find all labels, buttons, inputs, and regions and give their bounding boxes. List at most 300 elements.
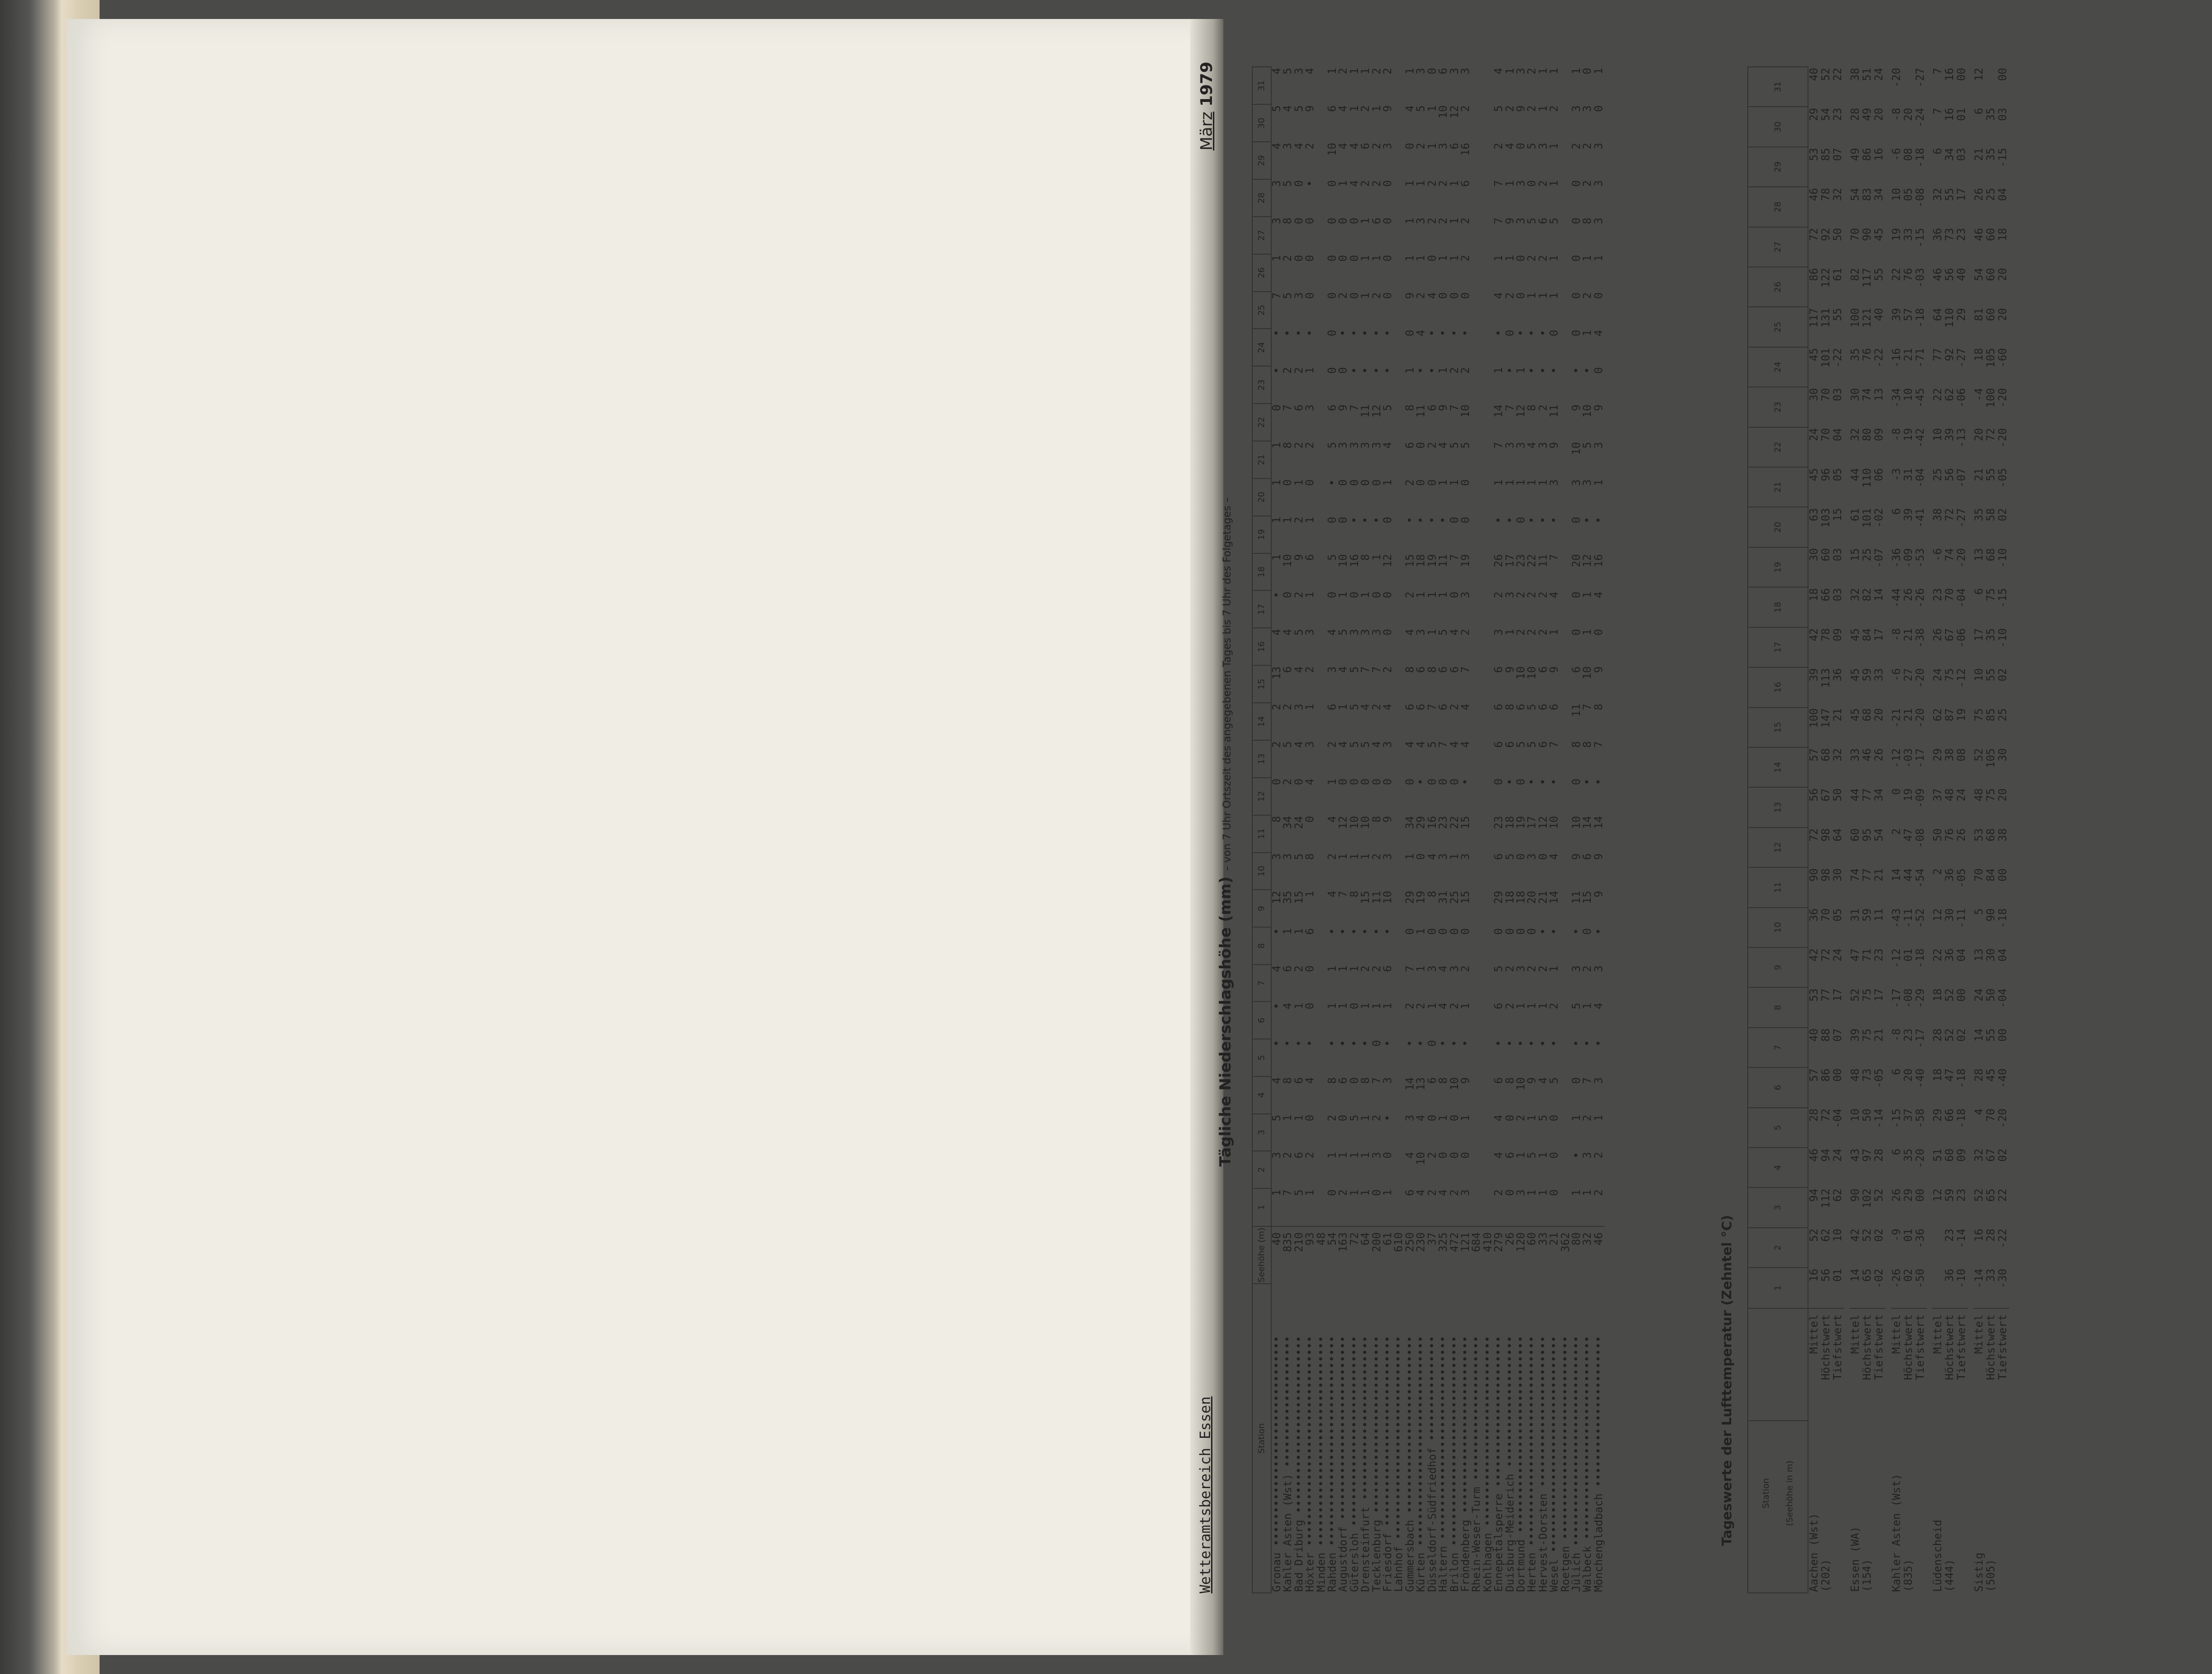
precip-value: 1 (1437, 367, 1450, 374)
temp-value: -71 (1914, 348, 1927, 368)
precip-value: 7 (1592, 741, 1605, 748)
precip-value: 0 (1537, 853, 1550, 860)
precip-value: 0 (1348, 591, 1361, 598)
precip-value: 1 (1548, 180, 1561, 187)
temp-value: 29 (1808, 108, 1820, 121)
precip-value: 1 (1592, 68, 1605, 74)
precip-value: 0 (1293, 778, 1305, 785)
precip-value: 10 (1437, 105, 1450, 119)
temp-value: 43 (1849, 1149, 1862, 1162)
precip-value: 2 (1504, 1003, 1516, 1010)
temp-value: 20 (1902, 1068, 1915, 1082)
precip-value: 2 (1459, 105, 1472, 112)
temp-value: -20 (1997, 388, 2009, 408)
temp-value: 85 (1985, 708, 1997, 722)
precip-value: 2 (1337, 292, 1350, 299)
precip-elevation: 61 (1383, 1226, 1394, 1284)
temp-value: -22 (1997, 1228, 2009, 1249)
temp-value: 36 (1808, 908, 1820, 922)
precip-value: 16 (1348, 554, 1361, 568)
precip-value: 9 (1459, 1077, 1472, 1084)
precip-value: 0 (1514, 853, 1527, 860)
precip-value: 5 (1282, 741, 1294, 748)
precip-value: 4 (1359, 704, 1372, 710)
precip-value (1394, 142, 1404, 179)
temp-value: 100 (1849, 308, 1862, 328)
precip-value: 1 (1304, 704, 1317, 710)
precip-value: 4 (1415, 1189, 1428, 1196)
temp-value: 70 (1820, 388, 1832, 401)
precip-value: 2 (1271, 741, 1283, 748)
temp-station-name: Essen (WA) (1849, 1526, 1862, 1592)
precip-value: 31 (1437, 891, 1450, 904)
precip-value: 2 (1404, 591, 1416, 598)
precip-elevation: 325 (1438, 1226, 1449, 1284)
precip-value: 2 (1459, 367, 1472, 374)
precip-value: • (1426, 516, 1439, 524)
precip-value: 1 (1504, 255, 1516, 262)
precip-value: 5 (1348, 1114, 1361, 1122)
temp-value: 101 (1820, 348, 1832, 368)
precip-row (1527, 67, 1538, 1593)
temp-day-header: 8 (1748, 987, 1808, 1027)
precip-value: 5 (1526, 217, 1539, 224)
temp-value: 24 (1973, 988, 1985, 1002)
precip-value: 2 (1370, 180, 1383, 187)
precip-value: 2 (1293, 591, 1305, 598)
temp-value: 38 (1932, 508, 1944, 522)
precip-value: 6 (1326, 704, 1339, 710)
precip-row (1582, 67, 1593, 1593)
precip-value: 3 (1592, 965, 1605, 972)
temp-value: 6 (1973, 108, 1985, 115)
temp-value: 45 (1985, 1068, 1997, 1082)
precip-value: 3 (1293, 292, 1305, 299)
precip-day-header: 19 (1252, 516, 1271, 553)
precip-value: 6 (1570, 666, 1583, 673)
precip-value: 1 (1404, 180, 1416, 187)
temp-value: 12 (1932, 1188, 1944, 1202)
precip-value: 1 (1271, 1189, 1283, 1196)
precip-value: 2 (1537, 255, 1550, 262)
precip-value (1316, 441, 1327, 478)
precip-value: • (1548, 367, 1561, 374)
precip-value: 9 (1382, 816, 1395, 823)
precip-value (1483, 441, 1494, 478)
precip-value: 0 (1415, 441, 1428, 449)
precip-value: 8 (1282, 1077, 1294, 1084)
precip-value: 0 (1459, 292, 1472, 299)
precip-value: 0 (1504, 928, 1516, 935)
temp-value: 72 (1820, 1108, 1832, 1122)
precip-value: 5 (1282, 68, 1294, 74)
precip-value: 1 (1404, 367, 1416, 374)
precip-value: 0 (1592, 105, 1605, 112)
temp-value: -05 (1955, 868, 1968, 888)
precip-value: • (1537, 516, 1550, 524)
temp-value: 20 (1973, 428, 1985, 441)
precip-value: 2 (1581, 292, 1594, 299)
precip-value: 1 (1437, 255, 1450, 262)
temp-value: 30 (1997, 748, 2009, 762)
precip-value: 1 (1359, 853, 1372, 860)
precip-value (1560, 665, 1571, 703)
temp-value: 10 (1849, 1108, 1862, 1122)
temp-value: 14 (1849, 1269, 1862, 1282)
temp-value: -27 (1914, 68, 1927, 88)
precip-value: 1 (1448, 853, 1461, 860)
precip-row (1271, 67, 1283, 1593)
temp-value: 16 (1808, 1269, 1820, 1282)
precip-value: 1 (1304, 891, 1317, 898)
precip-value: 3 (1437, 143, 1450, 149)
precip-station-name: Bad Driburg ••••••••••••••••••••••••••• (1293, 1335, 1305, 1592)
temp-value: -07 (1955, 468, 1968, 488)
temp-value: 49 (1849, 147, 1862, 161)
temp-day-header: 28 (1748, 187, 1808, 227)
temp-value: 03 (1997, 108, 2009, 121)
temp-value: 2 (1932, 868, 1944, 875)
precip-value (1394, 1076, 1404, 1114)
precip-row (1594, 67, 1605, 1593)
precip-value: • (1415, 1040, 1428, 1047)
precip-value (1560, 740, 1571, 778)
precip-value: 2 (1304, 666, 1317, 673)
precip-value: 3 (1592, 1077, 1605, 1084)
precip-value: 10 (1548, 816, 1561, 829)
precip-value: 4 (1370, 741, 1383, 748)
temp-value: 10 (1973, 668, 1985, 681)
precip-value: 2 (1370, 143, 1383, 149)
temp-value: 60 (1985, 228, 1997, 241)
precip-value: 14 (1404, 1077, 1416, 1091)
precip-value: 0 (1359, 479, 1372, 486)
temp-value: 36 (1944, 868, 1956, 882)
temp-value: 56 (1944, 468, 1956, 481)
precip-value: 1 (1537, 1189, 1550, 1196)
precip-day-header: 5 (1252, 1039, 1271, 1076)
precip-value: 1 (1271, 554, 1283, 561)
temp-value: 70 (1849, 228, 1862, 241)
precip-value: 2 (1493, 591, 1505, 598)
precip-value: 0 (1437, 1152, 1450, 1159)
precip-value: 8 (1359, 1077, 1372, 1084)
temp-value: 88 (1820, 1028, 1832, 1042)
precip-value: 6 (1537, 666, 1550, 673)
precip-value: 3 (1592, 441, 1605, 449)
temp-value: 22 (1997, 1188, 2009, 1202)
precip-value: 0 (1448, 1114, 1461, 1122)
temp-value: -22 (1873, 348, 1885, 368)
temp-value: 56 (1944, 268, 1956, 281)
temp-value: 26 (1873, 748, 1885, 762)
precip-value: 0 (1348, 479, 1361, 486)
temp-value: 6 (1891, 1068, 1903, 1076)
temp-value: 19 (1902, 788, 1915, 802)
precip-value: 7 (1282, 1189, 1294, 1196)
precip-value: 1 (1404, 853, 1416, 860)
precip-value: 2 (1426, 217, 1439, 224)
temp-value: 57 (1808, 748, 1820, 762)
precip-value: 0 (1592, 292, 1605, 299)
temp-value: 24 (1808, 428, 1820, 441)
precip-value: 1 (1504, 180, 1516, 187)
temp-value: -34 (1891, 388, 1903, 408)
temp-station-name (1832, 1421, 1844, 1593)
temp-value: 78 (1820, 188, 1832, 201)
precip-day-header: 3 (1252, 1114, 1271, 1151)
temp-value: 98 (1820, 868, 1832, 882)
precip-value (1483, 740, 1494, 778)
temp-value: 59 (1944, 1188, 1956, 1202)
precip-value (1394, 1151, 1404, 1188)
precip-value: 13 (1415, 1077, 1428, 1091)
precip-value (1316, 179, 1327, 217)
temp-value: 30 (1808, 388, 1820, 401)
precip-value: 1 (1537, 292, 1550, 299)
precip-value: 15 (1359, 891, 1372, 904)
precip-value (1483, 366, 1494, 404)
temp-value: 55 (1873, 268, 1885, 281)
temp-row (1808, 67, 1820, 1593)
temp-value: 37 (1932, 788, 1944, 802)
temp-value: 29 (1932, 748, 1944, 762)
precip-value: 2 (1537, 591, 1550, 598)
temp-value: 73 (1861, 1068, 1873, 1082)
precip-value: 2 (1370, 704, 1383, 710)
precip-value: 1 (1337, 853, 1350, 860)
temp-value: 52 (1849, 988, 1862, 1002)
precip-station-name: Rahden •••••••••••••••••••••••••••••••• (1326, 1335, 1339, 1592)
temp-value: 16 (1973, 1228, 1985, 1242)
temp-value: 28 (1873, 1149, 1885, 1162)
precip-value: • (1271, 928, 1283, 935)
precip-value (1316, 1039, 1327, 1076)
precip-elevation: 684 (1471, 1226, 1482, 1284)
precip-value: 0 (1337, 367, 1350, 374)
temp-value: -8 (1891, 1028, 1903, 1042)
precip-value: 3 (1459, 853, 1472, 860)
precip-value: 3 (1459, 1189, 1472, 1196)
precip-value: 1 (1326, 1152, 1339, 1159)
precip-value: 11 (1537, 554, 1550, 568)
precip-value: 0 (1304, 1114, 1317, 1122)
temp-value: -12 (1891, 948, 1903, 968)
precip-value (1483, 1114, 1494, 1151)
temp-value: 03 (1832, 548, 1844, 561)
precip-value: 0 (1570, 778, 1583, 785)
temp-value: 10 (1891, 188, 1903, 201)
temp-value: 63 (1808, 508, 1820, 522)
precip-value: 0 (1382, 778, 1395, 785)
precip-day-header: 18 (1252, 553, 1271, 591)
precip-value: 1 (1526, 1003, 1539, 1010)
precip-value: • (1592, 516, 1605, 524)
precip-elevation: 210 (1294, 1226, 1305, 1284)
precip-row (1438, 67, 1449, 1593)
temp-value: 6 (1973, 588, 1985, 595)
temp-value: 0 (1891, 788, 1903, 795)
temp-value: 66 (1944, 1108, 1956, 1122)
temp-value: 18 (1808, 588, 1820, 602)
precip-value (1471, 890, 1482, 927)
precip-value: 2 (1337, 1189, 1350, 1196)
temp-value: 04 (1955, 948, 1968, 962)
precip-value: 4 (1537, 1077, 1550, 1084)
precip-value: 4 (1271, 68, 1283, 74)
temp-value: 70 (1820, 428, 1832, 441)
precip-value: 1 (1404, 255, 1416, 262)
temp-value: 68 (1985, 548, 1997, 561)
temp-value: 02 (1955, 1028, 1968, 1042)
precip-value: 2 (1337, 68, 1350, 74)
precip-value (1471, 441, 1482, 478)
precip-value (1483, 1151, 1494, 1188)
temp-value: 32 (1832, 748, 1844, 762)
precip-value (1394, 927, 1404, 965)
precip-value: 3 (1504, 591, 1516, 598)
temp-value: 62 (1820, 1228, 1832, 1242)
precip-value: 7 (1370, 1077, 1383, 1084)
precip-value: 3 (1282, 143, 1294, 149)
precip-value: 0 (1304, 292, 1317, 299)
precip-value (1560, 292, 1571, 329)
temp-value: 92 (1820, 228, 1832, 241)
precip-value: 2 (1448, 367, 1461, 374)
temp-value: 19 (1902, 428, 1915, 441)
precip-value: 8 (1426, 891, 1439, 898)
precip-value (1483, 665, 1494, 703)
temp-value: 10 (1902, 388, 1915, 401)
temp-value: 20 (1873, 108, 1885, 121)
temp-row (1932, 67, 1944, 1593)
precip-value: 4 (1415, 741, 1428, 748)
temp-day-header: 9 (1748, 947, 1808, 987)
precip-value (1394, 1002, 1404, 1039)
precip-value: 0 (1581, 68, 1594, 74)
precip-value: • (1581, 516, 1594, 524)
precip-value: 7 (1271, 292, 1283, 299)
precip-value: 8 (1504, 704, 1516, 710)
precip-value: 2 (1459, 629, 1472, 636)
precip-value: 0 (1493, 928, 1505, 935)
precip-value: 1 (1271, 441, 1283, 449)
precip-value: 3 (1592, 217, 1605, 224)
precip-value: 2 (1370, 853, 1383, 860)
precip-value (1560, 1076, 1571, 1114)
precip-day-header: 10 (1252, 853, 1271, 890)
precip-value: 3 (1526, 853, 1539, 860)
precip-value: 19 (1415, 891, 1428, 904)
precip-value: 6 (1493, 741, 1505, 748)
precip-station-name: Herten •••••••••••••••••••••••••••••••• (1526, 1335, 1539, 1592)
temp-value: 58 (1985, 508, 1997, 522)
precip-value: 0 (1326, 180, 1339, 187)
temp-station-name: Sistig (1973, 1552, 1985, 1592)
temp-day-header: 25 (1748, 307, 1808, 347)
temp-value: 54 (1873, 828, 1885, 842)
precip-value: 4 (1592, 330, 1605, 337)
temp-value: -06 (1955, 388, 1968, 408)
temp-value: 86 (1808, 268, 1820, 281)
precip-value: 0 (1514, 516, 1527, 524)
precip-value: 2 (1426, 1189, 1439, 1196)
temp-value: 70 (1985, 1108, 1997, 1122)
precip-elevation: 64 (1360, 1226, 1371, 1284)
precip-value: 0 (1382, 629, 1395, 636)
precip-value: 0 (1459, 516, 1472, 524)
temp-value: -11 (1955, 908, 1968, 929)
precip-elevation: 54 (1327, 1226, 1338, 1284)
precip-value: 0 (1370, 1189, 1383, 1196)
precip-value: 23 (1493, 816, 1505, 829)
precip-elevation: 72 (1349, 1226, 1360, 1284)
precip-station-name: Duisburg-Meiderich •••••••••••••••••••• (1504, 1335, 1516, 1592)
temp-day-header: 14 (1748, 747, 1808, 787)
temp-value: 6 (1891, 1149, 1903, 1155)
temp-day-header: 26 (1748, 267, 1808, 307)
temp-value: 105 (1985, 348, 1997, 368)
precip-station-name: Haltern ••••••••••••••••••••••••••••••• (1437, 1335, 1450, 1592)
precip-value (1560, 217, 1571, 254)
precip-value: 1 (1348, 853, 1361, 860)
precip-value: 3 (1382, 1077, 1395, 1084)
temp-value: 46 (1861, 748, 1873, 762)
temp-value: -18 (1914, 308, 1927, 328)
precip-value: 3 (1337, 441, 1350, 449)
temp-value: 80 (1861, 428, 1873, 441)
precip-value: 1 (1448, 479, 1461, 486)
precip-value: 12 (1537, 816, 1550, 829)
temp-day-header: 22 (1748, 427, 1808, 467)
precip-value: • (1382, 1114, 1395, 1122)
temp-value: 29 (1902, 1188, 1915, 1202)
temp-value: 21 (1902, 348, 1915, 361)
precip-value: 3 (1282, 853, 1294, 860)
temp-value: 38 (1849, 68, 1862, 81)
temp-row (1944, 67, 1956, 1593)
precip-value (1483, 853, 1494, 890)
precip-value: 8 (1570, 741, 1583, 748)
temp-value: 35 (1902, 1149, 1915, 1162)
temp-value: 28 (1973, 1068, 1985, 1082)
precip-station-name: Jülich •••••••••••••••••••••••••••••••• (1570, 1335, 1583, 1592)
precip-value: • (1326, 1040, 1339, 1047)
precip-value: 22 (1526, 554, 1539, 568)
temp-value: 31 (1849, 908, 1862, 922)
precip-subtitle: – von 7 Uhr Ortszeit des angegebenen Tages bis 7 Uhr des Folgetages – (1221, 497, 1233, 872)
precip-value: 1 (1382, 1003, 1395, 1010)
precip-row (1338, 67, 1349, 1593)
precip-day-header: 7 (1252, 965, 1271, 1002)
precip-value (1394, 516, 1404, 553)
temp-value: 112 (1820, 1188, 1832, 1208)
temp-value: 17 (1832, 988, 1844, 1002)
precip-value (1471, 366, 1482, 404)
temp-value: -11 (1902, 908, 1915, 929)
precip-day-header: 14 (1252, 703, 1271, 740)
precip-elevation: 26 (1505, 1226, 1516, 1284)
precip-value: • (1493, 516, 1505, 524)
precip-row (1494, 67, 1505, 1593)
precip-value: • (1459, 330, 1472, 337)
precip-value (1316, 553, 1327, 591)
precip-row (1560, 67, 1571, 1593)
precip-value: 26 (1493, 554, 1505, 568)
precip-value: 0 (1437, 928, 1450, 935)
temp-value: 67 (1944, 628, 1956, 642)
temp-value: 55 (1944, 188, 1956, 201)
